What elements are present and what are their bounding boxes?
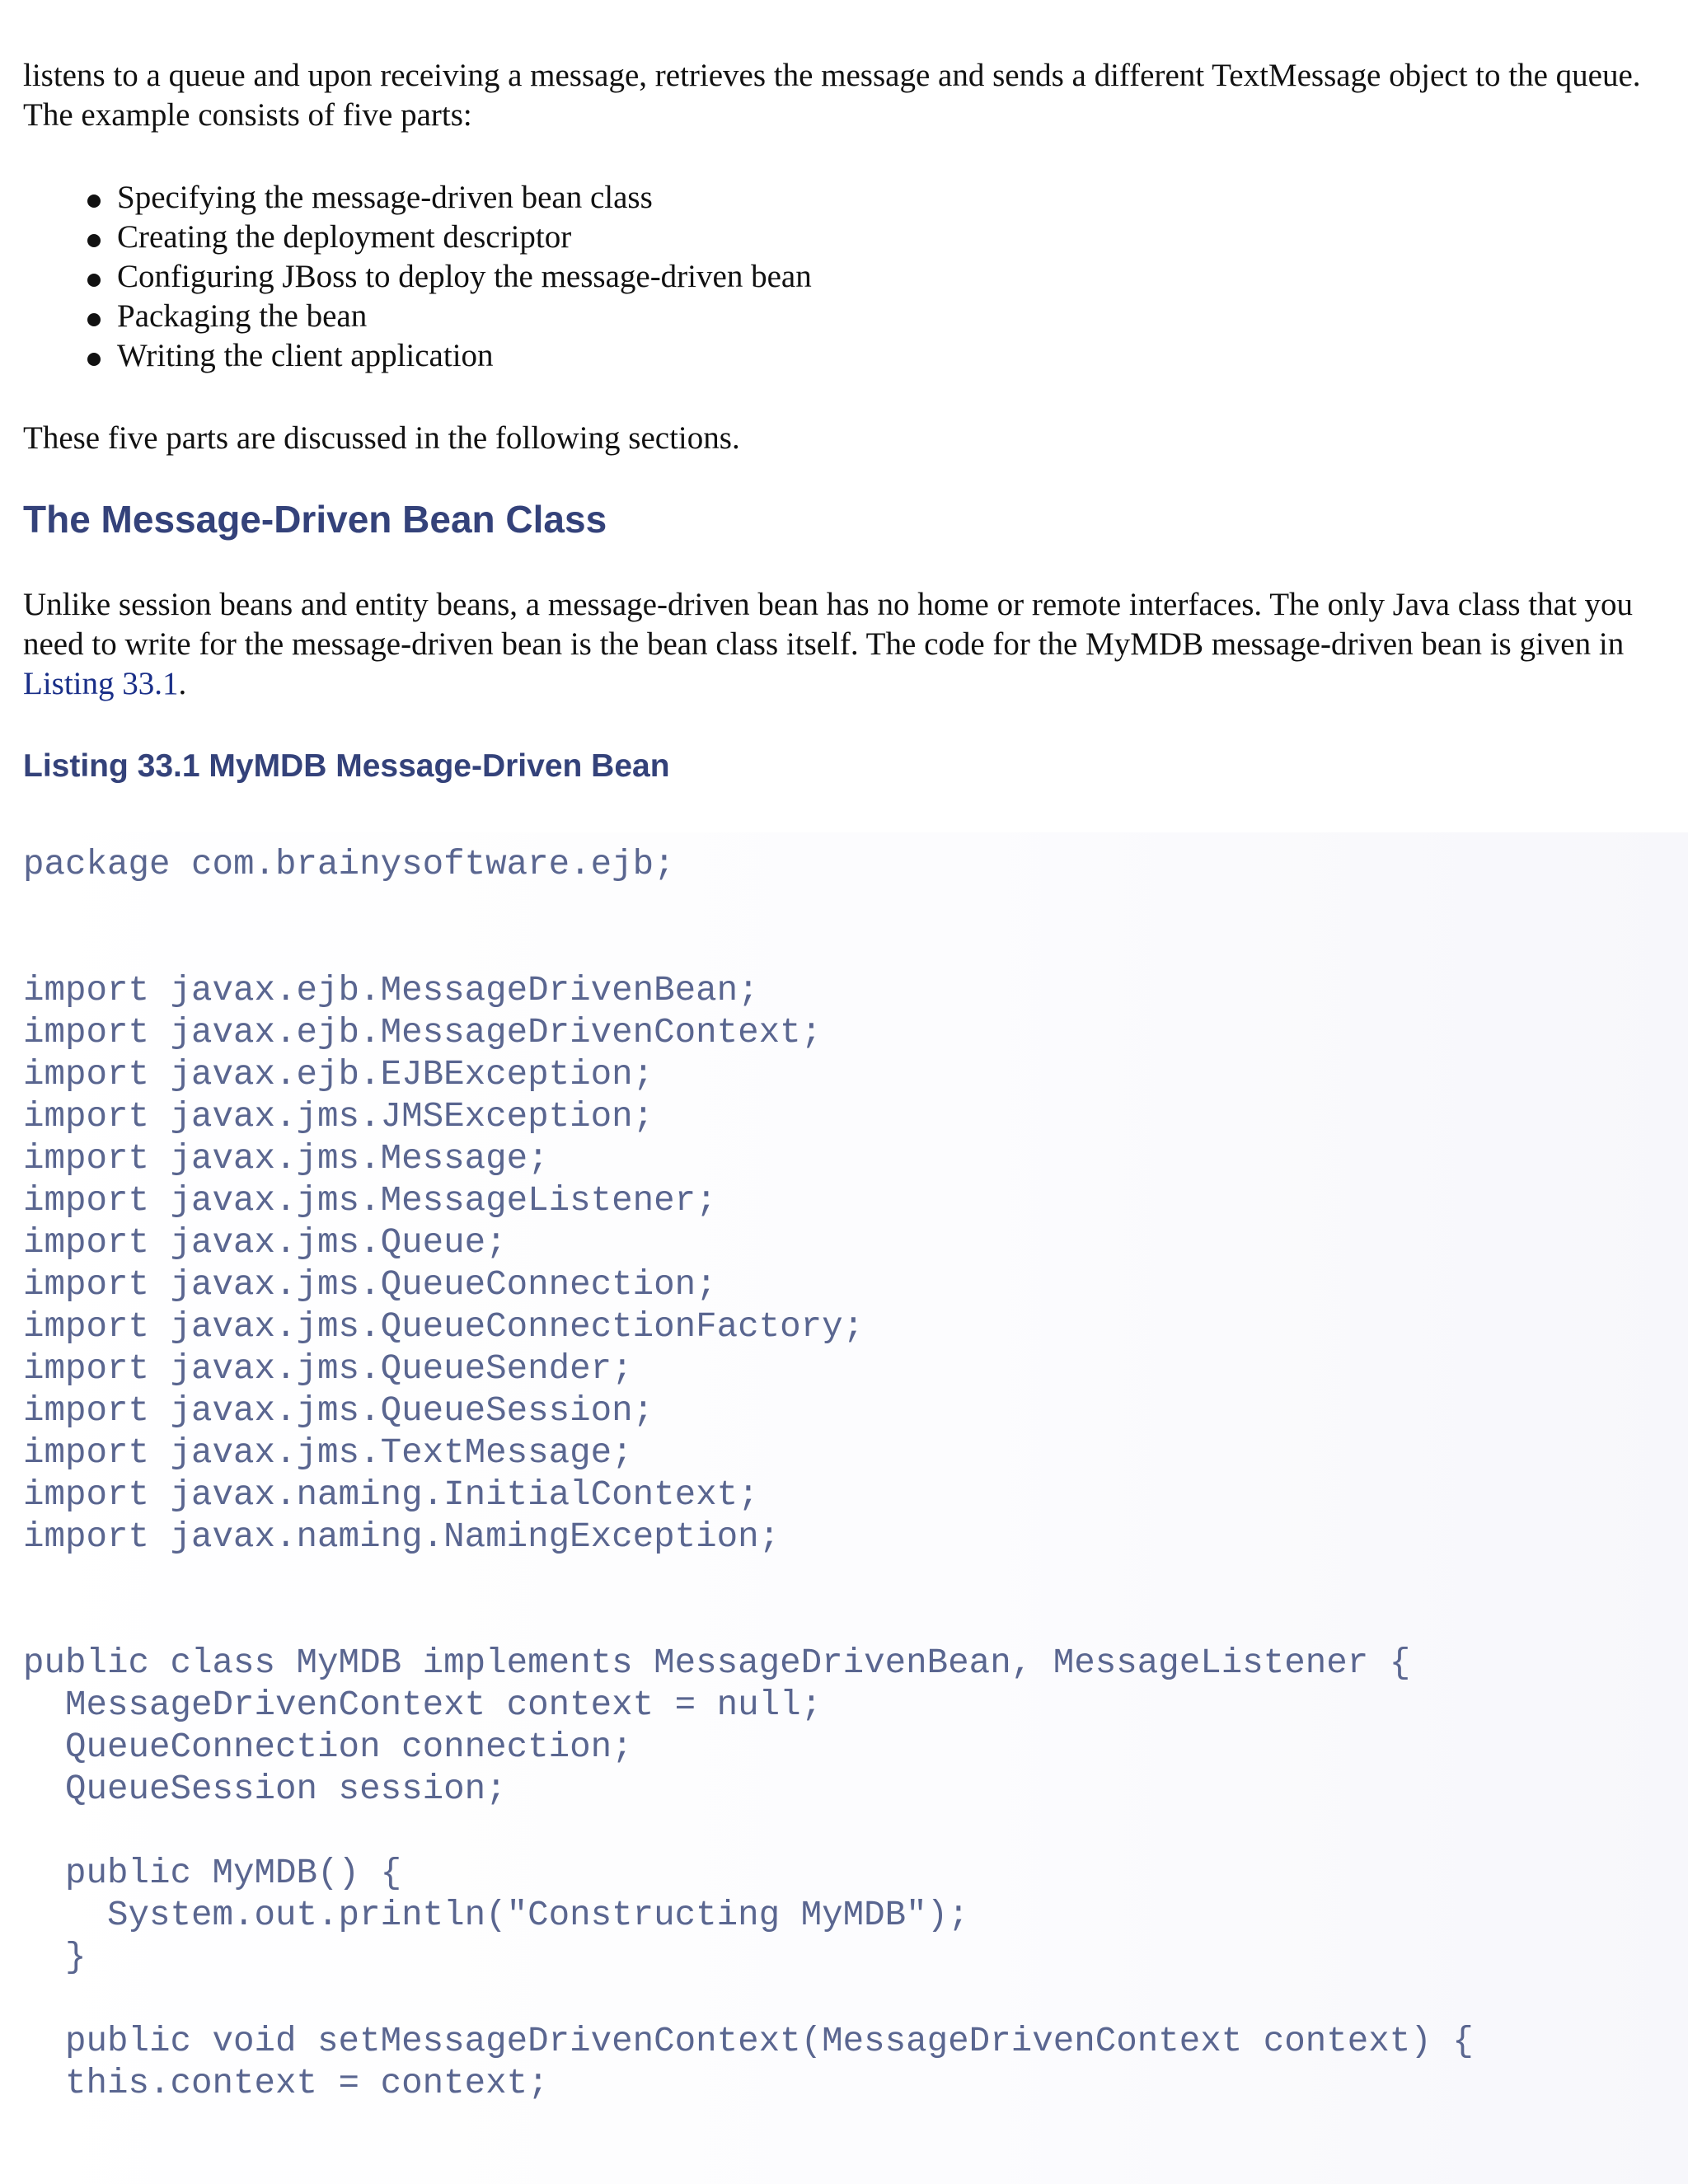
bullet-icon — [87, 194, 101, 208]
listing-caption: Listing 33.1 MyMDB Message-Driven Bean — [23, 748, 670, 784]
section-paragraph-end: . — [178, 666, 187, 701]
intro-paragraph: listens to a queue and upon receiving a message, retrieves the message and sends a different TextMessage object to the queue. The example consists of five parts: — [23, 58, 1641, 133]
section-paragraph-text: Unlike session beans and entity beans, a message-driven bean has no home or remote interfaces. The only Java class that you need to write for the message-driven bean is the bean class itself. The code for the MyMDB message-driven bean is given in — [23, 587, 1634, 662]
code-listing: package com.brainysoftware.ejb; import javax.ejb.MessageDrivenBean; import javax.ejb.MessageDrivenContext; import javax.ejb.EJBException; import javax.jms.JMSException; import javax.jms.Message; import javax.jms.MessageListener; import javax.jms.Queue; import javax.jms.QueueConnection; import javax.jms.QueueConnectionFactory; import javax.jms.QueueSender; import javax.jms.QueueSession; import javax.jms.TextMessage; import javax.naming.InitialContext; import javax.naming.NamingException; public class MyMDB implements MessageDrivenBean, MessageListener { MessageDrivenContext context = null; QueueConnection connection; QueueSession session; public MyMDB() { System.out.println("Constructing MyMDB"); } public void setMessageDrivenContext(MessageDrivenContext context) { this.context = context; — [23, 845, 1474, 2103]
section-paragraph — [23, 585, 1665, 704]
list-item: Configuring JBoss to deploy the message-driven bean — [117, 257, 1665, 297]
bullet-icon — [87, 353, 101, 366]
list-item: Creating the deployment descriptor — [117, 218, 1665, 257]
listing-link[interactable]: Listing 33.1 — [23, 666, 179, 701]
parts-followup: These five parts are discussed in the following sections. — [23, 420, 740, 456]
list-item: Specifying the message-driven bean class — [117, 178, 1665, 218]
list-item: Writing the client application — [117, 336, 1665, 376]
document-body — [23, 56, 1665, 786]
bullet-icon — [87, 313, 101, 326]
list-item: Packaging the bean — [117, 297, 1665, 336]
parts-list — [23, 178, 1665, 376]
section-heading: The Message-Driven Bean Class — [23, 498, 607, 541]
bullet-icon — [87, 274, 101, 287]
bullet-icon — [87, 234, 101, 247]
